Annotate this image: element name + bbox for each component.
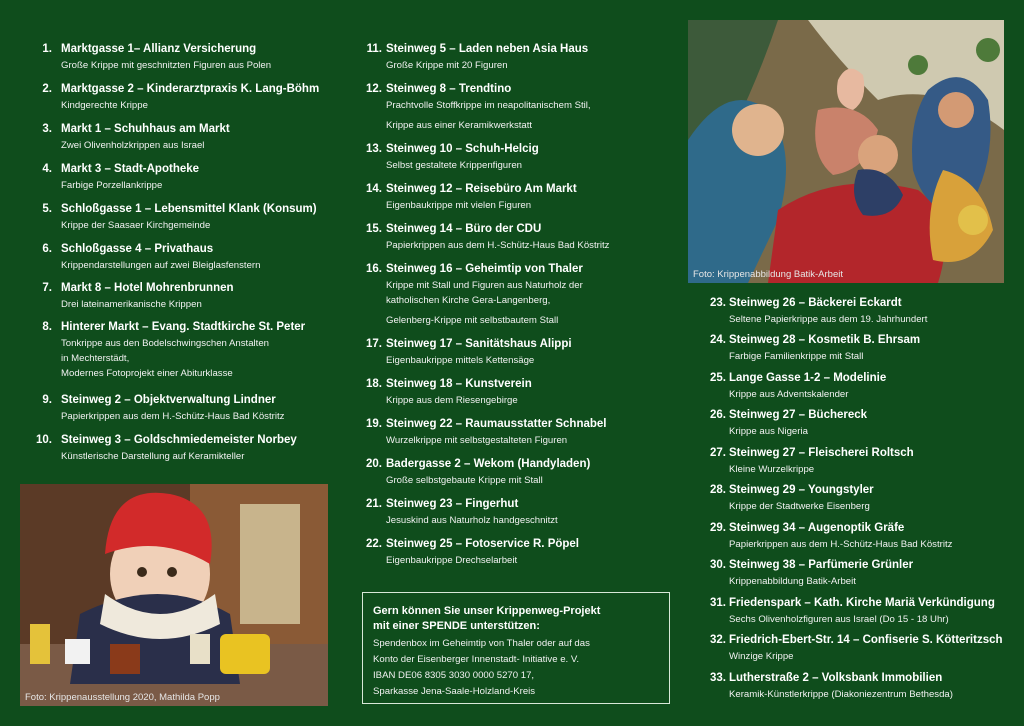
item-title: Steinweg 28 – Kosmetik B. Ehrsam (729, 334, 921, 346)
item-description: Selbst gestaltete Krippenfiguren (386, 160, 522, 171)
item-number: 21. (366, 498, 382, 510)
item-description: Drei lateinamerikanische Krippen (61, 299, 202, 310)
item-number: 20. (366, 458, 382, 470)
item-number: 31. (710, 597, 726, 609)
item-title: Steinweg 18 – Kunstverein (386, 378, 532, 390)
item-title: Steinweg 12 – Reisebüro Am Markt (386, 183, 577, 195)
item-number: 23. (710, 297, 726, 309)
item-description: Gelenberg-Krippe mit selbstbautem Stall (386, 315, 559, 326)
item-description: Wurzelkrippe mit selbstgestalteten Figuren (386, 435, 568, 446)
item-description: Krippenabbildung Batik-Arbeit (729, 576, 856, 587)
item-title: Schloßgasse 4 – Privathaus (61, 243, 214, 255)
item-number: 9. (42, 394, 52, 406)
item-number: 10. (36, 434, 52, 446)
donation-heading-line-1: Gern können Sie unser Krippenweg-Projekt (373, 605, 601, 617)
item-description: Krippe aus Adventskalender (729, 389, 849, 400)
item-number: 4. (42, 163, 52, 175)
item-number: 2. (42, 83, 52, 95)
item-description: Papierkrippen aus dem H.-Schütz-Haus Bad Köstritz (729, 539, 953, 550)
item-description: Eigenbaukrippe mittels Kettensäge (386, 355, 535, 366)
item-number: 1. (42, 43, 52, 55)
item-number: 6. (42, 243, 52, 255)
item-description: Papierkrippen aus dem H.-Schütz-Haus Bad Köstritz (386, 240, 610, 251)
item-number: 33. (710, 672, 726, 684)
item-description: Jesuskind aus Naturholz handgeschnitzt (386, 515, 558, 526)
item-title: Steinweg 26 – Bäckerei Eckardt (729, 297, 902, 309)
item-title: Friedrich-Ebert-Str. 14 – Confiserie S. Kötteritzsch (729, 634, 1003, 646)
item-title: Hinterer Markt – Evang. Stadtkirche St. Peter (61, 321, 306, 333)
item-title: Steinweg 27 – Fleischerei Roltsch (729, 447, 914, 459)
item-number: 30. (710, 559, 726, 571)
donation-heading-line-2: mit einer SPENDE unterstützen: (373, 620, 540, 632)
item-title: Markt 3 – Stadt-Apotheke (61, 163, 200, 175)
item-title: Steinweg 3 – Goldschmiedemeister Norbey (61, 434, 297, 446)
item-description: Farbige Familienkrippe mit Stall (729, 351, 864, 362)
child-photo-illustration (20, 484, 328, 706)
item-number: 32. (710, 634, 726, 646)
item-title: Marktgasse 1– Allianz Versicherung (61, 43, 257, 55)
item-title: Steinweg 23 – Fingerhut (386, 498, 519, 510)
item-description: Tonkrippe aus den Bodelschwingschen Anstalten (61, 338, 270, 349)
item-number: 12. (366, 83, 382, 95)
item-description: Krippe aus dem Riesengebirge (386, 395, 518, 406)
item-number: 24. (710, 334, 726, 346)
item-number: 17. (366, 338, 382, 350)
item-title: Steinweg 38 – Parfümerie Grünler (729, 559, 914, 571)
item-number: 11. (366, 43, 382, 55)
item-title: Steinweg 10 – Schuh-Helcig (386, 143, 539, 155)
item-description: Sechs Olivenholzfiguren aus Israel (Do 15 - 18 Uhr) (729, 614, 949, 625)
item-title: Schloßgasse 1 – Lebensmittel Klank (Konsum) (61, 203, 317, 215)
item-description: Papierkrippen aus dem H.-Schütz-Haus Bad Köstritz (61, 411, 285, 422)
item-description: Krippe mit Stall und Figuren aus Naturholz der (386, 280, 583, 291)
column-2 (330, 0, 670, 580)
item-description: Krippe aus Nigeria (729, 426, 808, 437)
item-title: Lange Gasse 1-2 – Modelinie (729, 372, 887, 384)
item-description: Kindgerechte Krippe (61, 100, 148, 111)
item-description: Modernes Fotoprojekt einer Abiturklasse (61, 368, 233, 379)
item-title: Lutherstraße 2 – Volksbank Immobilien (729, 672, 943, 684)
item-number: 14. (366, 183, 382, 195)
item-number: 8. (42, 321, 52, 333)
donation-text-line: Spendenbox im Geheimtip von Thaler oder auf das (373, 638, 590, 649)
item-number: 29. (710, 522, 726, 534)
item-description: Eigenbaukrippe mit vielen Figuren (386, 200, 532, 211)
item-number: 27. (710, 447, 726, 459)
item-number: 13. (366, 143, 382, 155)
item-title: Steinweg 5 – Laden neben Asia Haus (386, 43, 589, 55)
item-description: Eigenbaukrippe Drechselarbeit (386, 555, 518, 566)
item-number: 25. (710, 372, 726, 384)
child-with-nativity-figures-photo (20, 484, 328, 706)
item-description: in Mechterstädt, (61, 353, 130, 364)
item-description: Große Krippe mit geschnitzten Figuren aus Polen (61, 60, 272, 71)
item-title: Steinweg 34 – Augenoptik Gräfe (729, 522, 905, 534)
item-number: 18. (366, 378, 382, 390)
item-description: Seltene Papierkrippe aus dem 19. Jahrhundert (729, 314, 928, 325)
item-number: 7. (42, 282, 52, 294)
item-title: Steinweg 17 – Sanitätshaus Alippi (386, 338, 572, 350)
item-title: Markt 8 – Hotel Mohrenbrunnen (61, 282, 234, 294)
item-description: Zwei Olivenholzkrippen aus Israel (61, 140, 205, 151)
item-number: 5. (42, 203, 52, 215)
item-description: Prachtvolle Stoffkrippe im neapolitanischem Stil, (386, 100, 591, 111)
item-description: Winzige Krippe (729, 651, 794, 662)
item-number: 3. (42, 123, 52, 135)
item-number: 15. (366, 223, 382, 235)
item-title: Steinweg 8 – Trendtino (386, 83, 512, 95)
item-description: Krippendarstellungen auf zwei Bleiglasfenstern (61, 260, 261, 271)
item-description: Krippe der Stadtwerke Eisenberg (729, 501, 870, 512)
child-photo-caption: Foto: Krippenausstellung 2020, Mathilda Popp (25, 692, 220, 703)
item-title: Marktgasse 2 – Kinderarztpraxis K. Lang-Böhm (61, 83, 320, 95)
item-description: Farbige Porzellankrippe (61, 180, 163, 191)
batik-nativity-photo (688, 20, 1004, 283)
item-description: Große selbstgebaute Krippe mit Stall (386, 475, 543, 486)
column-1 (0, 0, 340, 470)
item-number: 19. (366, 418, 382, 430)
batik-artwork-illustration (688, 20, 1004, 283)
item-title: Friedenspark – Kath. Kirche Mariä Verkündigung (729, 597, 995, 609)
item-description: Krippe aus einer Keramikwerkstatt (386, 120, 533, 131)
item-title: Steinweg 14 – Büro der CDU (386, 223, 542, 235)
item-title: Steinweg 2 – Objektverwaltung Lindner (61, 394, 276, 406)
donation-iban: IBAN DE06 8305 3030 0000 5270 17, (373, 670, 535, 681)
item-description: Krippe der Saasaer Kirchgemeinde (61, 220, 211, 231)
item-title: Steinweg 29 – Youngstyler (729, 484, 874, 496)
item-number: 22. (366, 538, 382, 550)
item-title: Badergasse 2 – Wekom (Handyladen) (386, 458, 591, 470)
item-title: Markt 1 – Schuhhaus am Markt (61, 123, 230, 135)
item-title: Steinweg 27 – Büchereck (729, 409, 868, 421)
item-title: Steinweg 25 – Fotoservice R. Pöpel (386, 538, 580, 550)
item-description: katholischen Kirche Gera-Langenberg, (386, 295, 551, 306)
item-number: 26. (710, 409, 726, 421)
item-description: Künstlerische Darstellung auf Keramikteller (61, 451, 245, 462)
donation-text-line: Konto der Eisenberger Innenstadt- Initiative e. V. (373, 654, 580, 665)
item-description: Keramik-Künstlerkrippe (Diakoniezentrum Bethesda) (729, 689, 953, 700)
item-number: 16. (366, 263, 382, 275)
item-title: Steinweg 16 – Geheimtip von Thaler (386, 263, 583, 275)
item-title: Steinweg 22 – Raumausstatter Schnabel (386, 418, 607, 430)
donation-bank: Sparkasse Jena-Saale-Holzland-Kreis (373, 686, 536, 697)
item-number: 28. (710, 484, 726, 496)
item-description: Kleine Wurzelkrippe (729, 464, 815, 475)
batik-photo-caption: Foto: Krippenabbildung Batik-Arbeit (693, 269, 843, 280)
item-description: Große Krippe mit 20 Figuren (386, 60, 508, 71)
donation-box (362, 592, 670, 704)
